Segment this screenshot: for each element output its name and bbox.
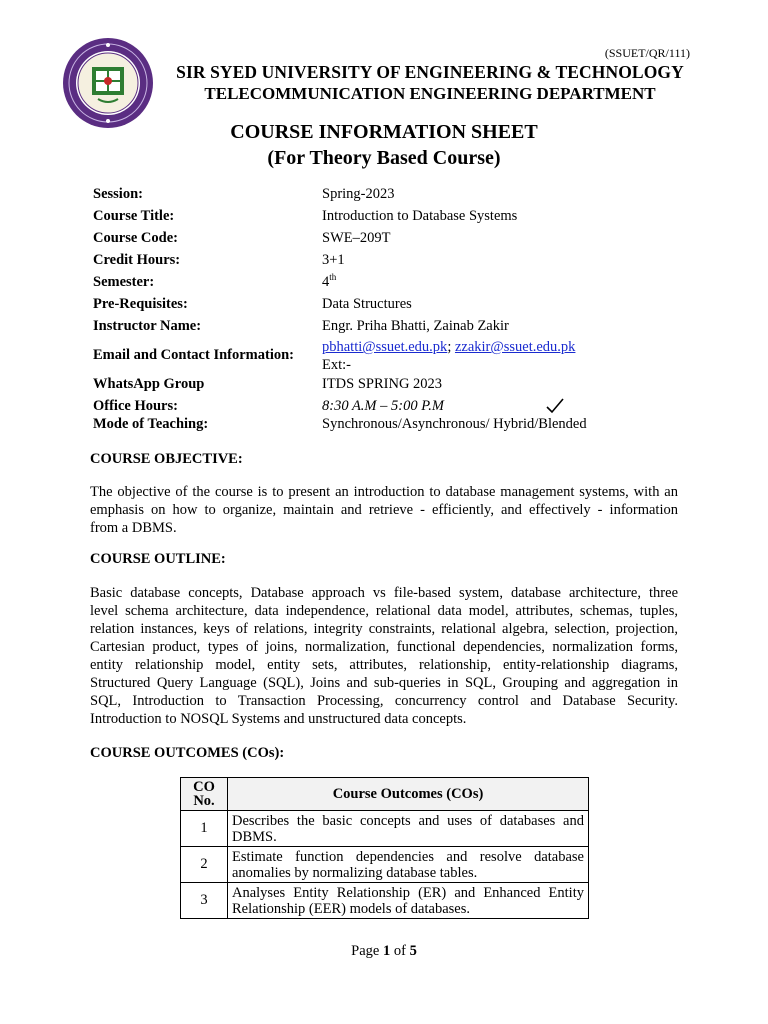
checkmark-icon <box>545 398 565 414</box>
office-hours-label: Office Hours: <box>93 398 178 414</box>
course-code-value: SWE–209T <box>322 230 391 246</box>
outline-line: relation instances, keys of relations, integrity constraints, relational algebra, selection, projection, <box>90 621 678 637</box>
outcomes-table <box>180 777 589 919</box>
semester-value <box>322 274 336 291</box>
table-row <box>181 847 589 883</box>
co-description: Analyses Entity Relationship (ER) and Enhanced Entity Relationship (EER) models of databases. <box>228 883 589 919</box>
objective-line: The objective of the course is to present an introduction to database management systems, with an <box>90 484 678 500</box>
co-number-header: CO No. <box>181 778 228 811</box>
instructor-label: Instructor Name: <box>93 318 202 334</box>
session-value: Spring-2023 <box>322 186 395 202</box>
credit-hours-label: Credit Hours: <box>93 252 181 268</box>
university-name: SIR SYED UNIVERSITY OF ENGINEERING & TECHNOLOGY <box>176 62 684 82</box>
form-reference-code: (SSUET/QR/111) <box>604 46 690 60</box>
university-logo <box>62 37 154 129</box>
semester-number: 4 <box>322 274 330 290</box>
contact-ext: Ext:- <box>322 357 351 373</box>
course-title-label: Course Title: <box>93 208 175 224</box>
co-description: Describes the basic concepts and uses of databases and DBMS. <box>228 811 589 847</box>
mode-label: Mode of Teaching: <box>93 416 209 432</box>
table-row <box>181 883 589 919</box>
outline-line: SQL, Introduction to Transaction Processing, concurrency control and Database Security. <box>90 693 678 709</box>
email-link-zzakir[interactable]: zzakir@ssuet.edu.pk <box>454 339 576 355</box>
office-hours-value: 8:30 A.M – 5:00 P.M <box>322 398 444 414</box>
co-description-header: Course Outcomes (COs) <box>228 778 589 811</box>
instructor-value: Engr. Priha Bhatti, Zainab Zakir <box>322 318 509 334</box>
co-number: 3 <box>181 883 228 919</box>
email-contact-value <box>322 339 575 356</box>
email-link-pbhatti[interactable]: pbhatti@ssuet.edu.pk <box>322 339 448 355</box>
outcomes-heading: COURSE OUTCOMES (COs): <box>90 745 285 761</box>
outline-paragraph <box>90 584 678 728</box>
objective-heading: COURSE OBJECTIVE: <box>90 451 243 467</box>
objective-paragraph <box>90 483 678 537</box>
semester-suffix: th <box>329 272 337 282</box>
outline-line: Basic database concepts, Database approach vs file-based system, database architecture, three <box>90 585 678 601</box>
outline-heading: COURSE OUTLINE: <box>90 551 226 567</box>
email-contact-label: Email and Contact Information: <box>93 347 294 363</box>
whatsapp-value: ITDS SPRING 2023 <box>322 376 443 392</box>
objective-line: from a DBMS. <box>90 520 177 536</box>
whatsapp-label: WhatsApp Group <box>93 376 205 392</box>
course-title-value: Introduction to Database Systems <box>322 208 518 224</box>
co-description: Estimate function dependencies and resolve database anomalies by normalizing database tables. <box>228 847 589 883</box>
document-subtitle: (For Theory Based Course) <box>267 147 501 169</box>
table-row <box>181 811 589 847</box>
document-title: COURSE INFORMATION SHEET <box>230 121 538 143</box>
email-separator: ; <box>447 339 452 355</box>
semester-label: Semester: <box>93 274 155 290</box>
course-code-label: Course Code: <box>93 230 178 246</box>
objective-line: emphasis on how to organize, maintain and retrieve - efficiently, and effectively - information <box>90 502 678 518</box>
department-name: TELECOMMUNICATION ENGINEERING DEPARTMENT <box>204 84 656 103</box>
co-number: 2 <box>181 847 228 883</box>
outline-line: Introduction to NOSQL Systems and unstructured data concepts. <box>90 711 467 727</box>
outline-line: level schema architecture, data independence, relational data model, attributes, schemas, tuples, <box>90 603 678 619</box>
session-label: Session: <box>93 186 143 202</box>
co-number: 1 <box>181 811 228 847</box>
prerequisites-label: Pre-Requisites: <box>93 296 188 312</box>
outline-line: entity relationship model, entity sets, attributes, relationship, entity-relationship diagrams, <box>90 657 678 673</box>
mode-value: Synchronous/Asynchronous/ Hybrid/Blended <box>322 416 587 432</box>
outline-line: Structured Query Language (SQL), Joins and sub-queries in SQL, Grouping and aggregation in <box>90 675 678 691</box>
page-number: Page 1 of 5 <box>351 943 417 959</box>
prerequisites-value: Data Structures <box>322 296 412 312</box>
outcomes-table-header <box>181 778 589 811</box>
credit-hours-value: 3+1 <box>322 252 345 268</box>
outline-line: Cartesian product, types of joins, normalization, functional dependencies, normalization forms, <box>90 639 678 655</box>
